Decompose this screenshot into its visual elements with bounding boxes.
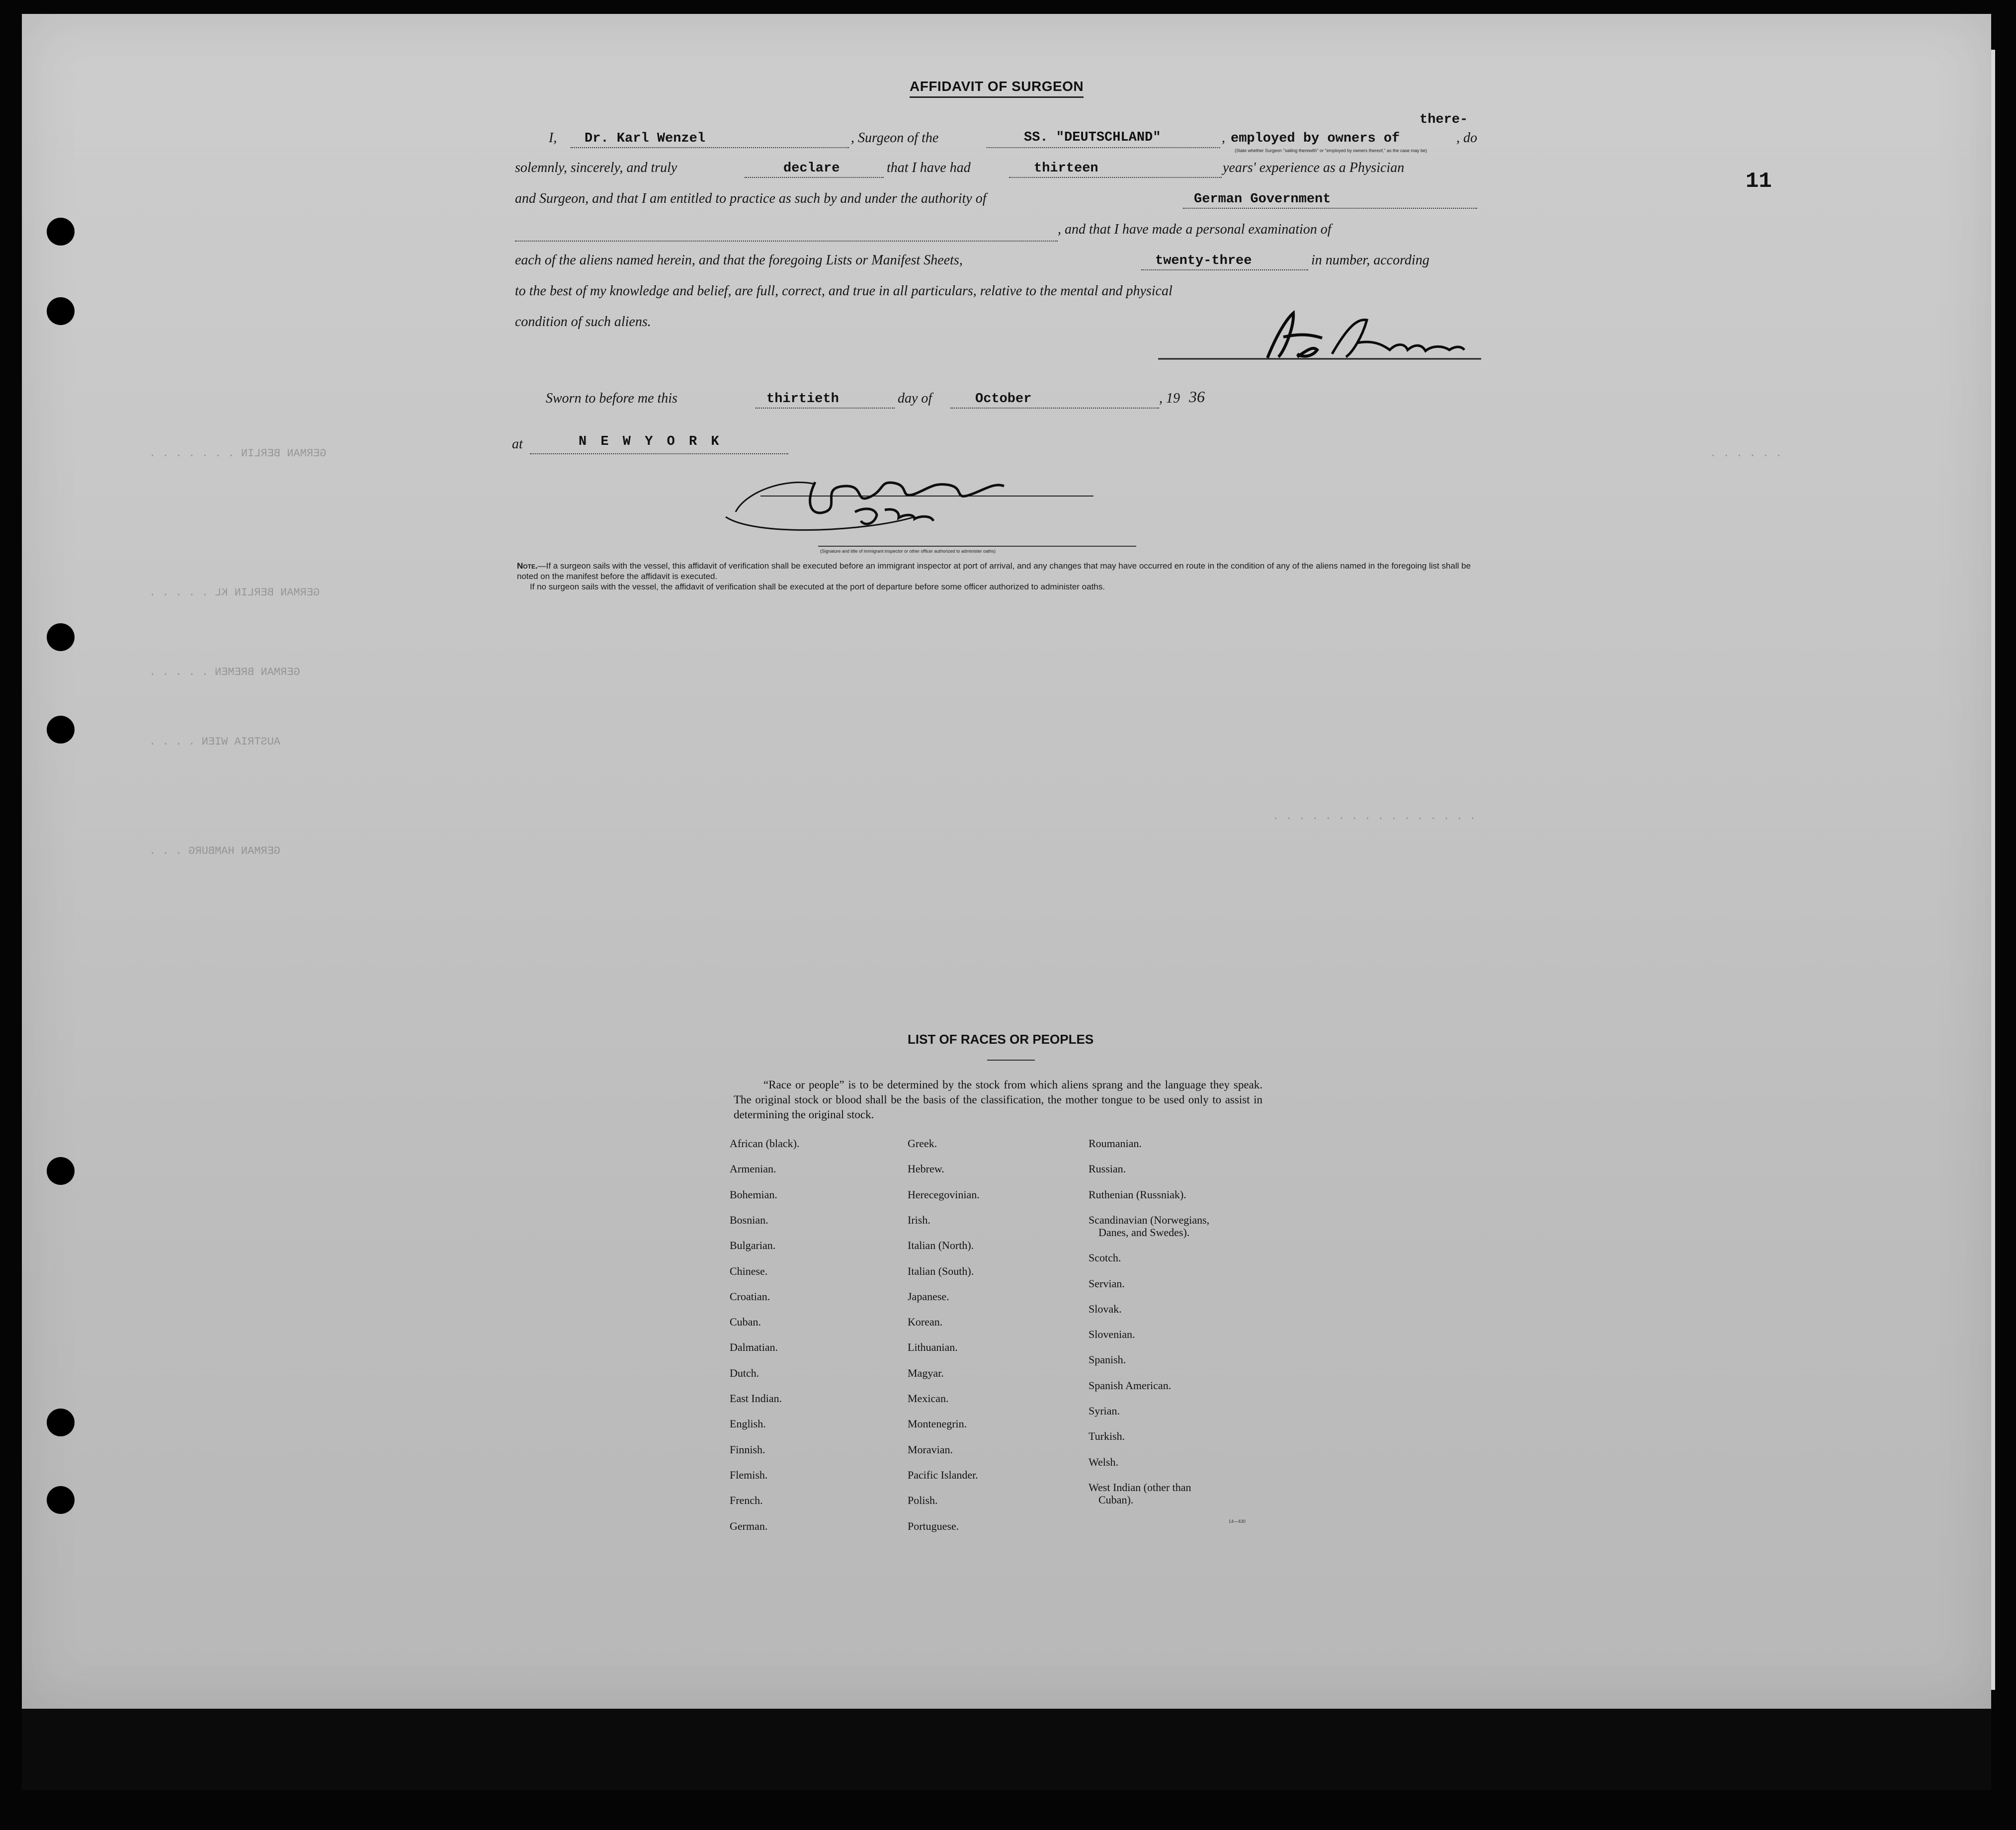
race-entry: Bulgarian. <box>730 1239 776 1252</box>
title-rule <box>987 1060 1035 1061</box>
race-entry: Italian (North). <box>908 1239 974 1252</box>
officer-caption: (Signature and title of immigrant inspector or other officer authorized to administer oaths) <box>820 549 996 554</box>
note-text-2: If no surgeon sails with the vessel, the affidavit of verification shall be executed at the port of departure before some officer authorized to administer oaths. <box>530 582 1105 591</box>
race-entry: Korean. <box>908 1316 943 1329</box>
surgeon-signature <box>1153 298 1501 368</box>
form-code: 14—430 <box>1229 1519 1246 1524</box>
affidavit-text: , Surgeon of the <box>851 130 939 146</box>
bleed-through-text: GERMAN BREMEN . . . . . <box>149 666 300 678</box>
bleed-through-text: . . . . . . <box>1710 447 1782 460</box>
affidavit-text: that I have had <box>887 160 971 175</box>
affidavit-text: and Surgeon, and that I am entitled to practice as such by and under the authority of <box>515 191 987 206</box>
binder-hole <box>47 1409 75 1436</box>
affidavit-title: AFFIDAVIT OF SURGEON <box>910 79 1084 98</box>
binder-hole <box>47 623 75 651</box>
race-entry: Dutch. <box>730 1366 759 1379</box>
race-entry: Moravian. <box>908 1443 953 1456</box>
race-entry: Spanish. <box>1089 1353 1126 1366</box>
film-frame-edge <box>1991 50 1995 1690</box>
race-entry: Ruthenian (Russniak). <box>1089 1188 1186 1201</box>
race-entry: Japanese. <box>908 1290 949 1303</box>
sheet-number: 11 <box>1746 169 1772 194</box>
affidavit-text: solemnly, sincerely, and truly <box>515 160 677 175</box>
affidavit-text: , <box>1222 130 1225 146</box>
affidavit-text: each of the aliens named herein, and that the foregoing Lists or Manifest Sheets, <box>515 252 963 268</box>
officer-signature <box>706 462 1103 542</box>
years-experience: thirteen <box>1034 161 1098 176</box>
race-entry: Dalmatian. <box>730 1341 778 1354</box>
race-entry: English. <box>730 1417 766 1430</box>
race-entry: French. <box>730 1494 763 1507</box>
fill-line <box>530 453 788 454</box>
manifest-sheet <box>22 14 1991 1709</box>
fill-line <box>571 147 849 148</box>
fill-line <box>1141 269 1308 270</box>
bleed-through-text: . . . . . . . . . . . . . . . . <box>1272 810 1476 823</box>
race-entry: Italian (South). <box>908 1264 974 1277</box>
race-entry: Russian. <box>1089 1163 1126 1175</box>
sworn-place: N E W Y O R K <box>579 434 722 449</box>
surgeon-name: Dr. Karl Wenzel <box>585 131 706 146</box>
affidavit-text: condition of such aliens. <box>515 314 651 330</box>
bleed-through-text: GERMAN HAMBURG . . . <box>149 845 281 857</box>
fill-line <box>1009 177 1222 178</box>
fill-line <box>515 241 1058 242</box>
bleed-through-text: AUSTRIA WIEN . . . . <box>149 736 281 748</box>
race-entry: Spanish American. <box>1089 1379 1172 1392</box>
race-entry: Irish. <box>908 1213 930 1226</box>
race-entry: Welsh. <box>1089 1455 1118 1468</box>
affidavit-text: I, <box>549 130 557 146</box>
race-entry: Magyar. <box>908 1366 944 1379</box>
race-entry: Cuban. <box>730 1316 761 1329</box>
race-entry: Herecegovinian. <box>908 1188 980 1201</box>
race-entry: West Indian (other than Cuban). <box>1089 1481 1191 1506</box>
race-entry: Armenian. <box>730 1163 776 1175</box>
race-entry: Mexican. <box>908 1392 949 1405</box>
affidavit-text: , and that I have made a personal examination of <box>1058 222 1332 237</box>
race-entry: Montenegrin. <box>908 1417 967 1430</box>
affidavit-text: in number, according <box>1311 252 1429 268</box>
affidavit-text: to the best of my knowledge and belief, are full, correct, and true in all particulars, relative to the mental and physical <box>515 283 1173 299</box>
race-entry: Chinese. <box>730 1264 768 1277</box>
race-entry: Hebrew. <box>908 1163 944 1175</box>
race-entry: Finnish. <box>730 1443 765 1456</box>
binder-hole <box>47 297 75 325</box>
sworn-day: thirtieth <box>766 392 839 407</box>
race-entry: German. <box>730 1519 768 1532</box>
affidavit-text: , do <box>1456 130 1477 146</box>
employment-caption: (State whether Surgeon "sailing therewith" or "employed by owners thereof," as the case may be) <box>1235 148 1427 153</box>
affidavit-note <box>517 561 1481 592</box>
affidavit-text: at <box>512 436 523 452</box>
race-entry: Croatian. <box>730 1290 770 1303</box>
race-entry: Flemish. <box>730 1468 768 1481</box>
race-entry: Polish. <box>908 1494 938 1507</box>
race-entry: Slovak. <box>1089 1302 1122 1315</box>
affidavit-text: , 19 <box>1159 391 1180 406</box>
binder-hole <box>47 1486 75 1514</box>
race-entry: Syrian. <box>1089 1405 1120 1417</box>
affidavit-text: Sworn to before me this <box>546 391 677 406</box>
bleed-through-text: GERMAN BERLIN KL . . . . . <box>149 586 320 599</box>
sworn-month: October <box>975 392 1032 407</box>
fill-line <box>1183 208 1477 209</box>
employment-status-cont: there- <box>1420 112 1468 127</box>
race-entry: Roumanian. <box>1089 1137 1142 1150</box>
race-entry: Scandinavian (Norwegians, Danes, and Swedes). <box>1089 1213 1210 1239</box>
race-entry: Bosnian. <box>730 1213 768 1226</box>
affidavit-text: years' experience as a Physician <box>1223 160 1405 175</box>
fill-line <box>745 177 884 178</box>
binder-hole <box>47 716 75 744</box>
film-bottom-border <box>22 1709 1991 1790</box>
vessel-name: SS. "DEUTSCHLAND" <box>1024 130 1161 145</box>
race-entry: Bohemian. <box>730 1188 777 1201</box>
note-lead: Note. <box>517 561 538 571</box>
fill-line <box>950 408 1159 409</box>
binder-hole <box>47 1157 75 1185</box>
officer-signature-line <box>818 546 1136 547</box>
employment-status: employed by owners of <box>1231 131 1400 146</box>
races-intro: “Race or people” is to be determined by the stock from which aliens sprang and the language they speak. The original stock or blood shall be the basis of the classification, the mother tongue to be used only to assist in determining the original stock. <box>734 1079 1262 1121</box>
bleed-through-text: GERMAN BERLIN . . . . . . . <box>149 447 327 460</box>
fill-line <box>987 147 1220 148</box>
race-entry: Turkish. <box>1089 1430 1125 1443</box>
sworn-year: 36 <box>1189 388 1205 406</box>
race-entry: Scotch. <box>1089 1251 1121 1264</box>
note-text-1: —If a surgeon sails with the vessel, this affidavit of verification shall be executed before an immigrant inspector at port of arrival, and any changes that may have occurred en route in the condition of any of the aliens named in the foregoing list shall be noted on the manifest before the affidavit is executed. <box>517 561 1471 581</box>
race-entry: East Indian. <box>730 1392 782 1405</box>
fill-line <box>756 408 895 409</box>
race-entry: Slovenian. <box>1089 1328 1135 1341</box>
authority-name: German Government <box>1194 192 1331 207</box>
declaration-word: declare <box>783 161 840 176</box>
race-entry: Portuguese. <box>908 1519 959 1532</box>
affidavit-text: day of <box>898 391 932 406</box>
race-entry: African (black). <box>730 1137 800 1150</box>
manifest-sheet-count: twenty-three <box>1155 253 1252 268</box>
race-entry: Lithuanian. <box>908 1341 958 1354</box>
binder-hole <box>47 218 75 246</box>
race-entry: Greek. <box>908 1137 937 1150</box>
races-list-title: LIST OF RACES OR PEOPLES <box>908 1032 1094 1047</box>
race-entry: Pacific Islander. <box>908 1468 978 1481</box>
race-entry: Servian. <box>1089 1277 1125 1290</box>
